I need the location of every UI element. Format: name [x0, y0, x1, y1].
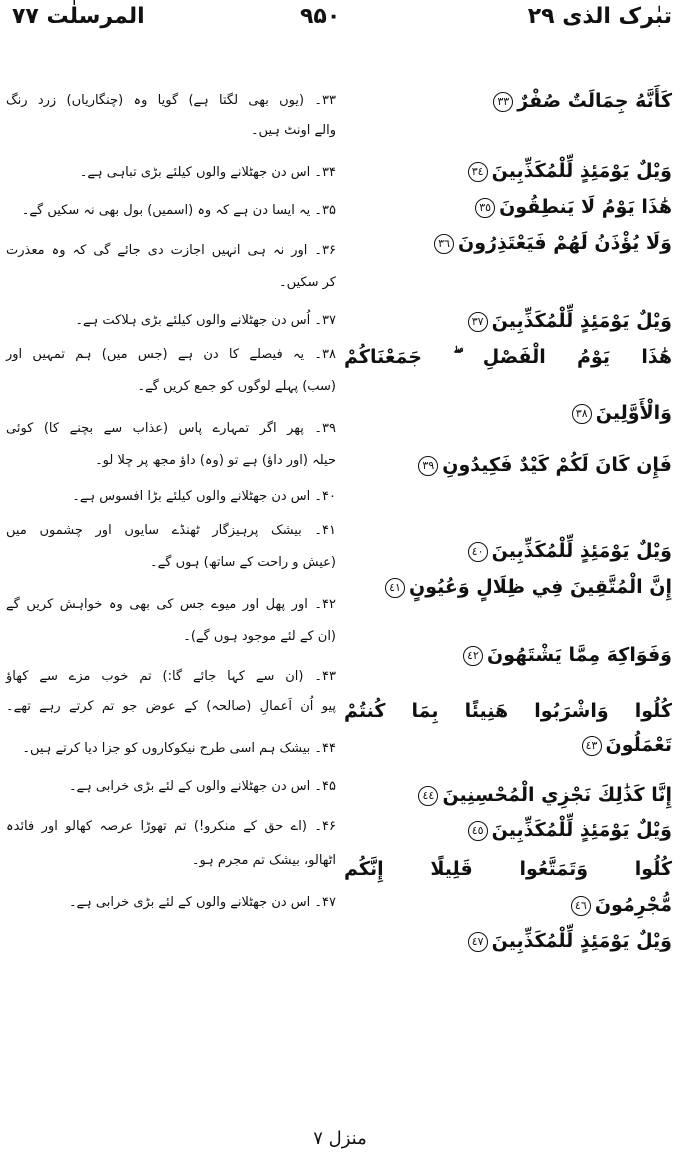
verse-text: وَيْلٌ يَوْمَئِذٍ لِّلْمُكَذِّبِينَ: [491, 160, 672, 182]
verse-text: وَيْلٌ يَوْمَئِذٍ لِّلْمُكَذِّبِينَ: [491, 310, 672, 332]
verse-number-marker: ٤٠: [468, 542, 488, 562]
verse-text: وَيْلٌ يَوْمَئِذٍ لِّلْمُكَذِّبِينَ: [491, 819, 672, 841]
verse-line: [344, 642, 672, 668]
juz-title: تبٰرک الذی ۲۹: [527, 4, 672, 29]
verse-text: تَعْمَلُونَ: [605, 734, 672, 756]
verse-text: وَلَا يُؤْذَنُ لَهُمْ فَيَعْتَذِرُونَ: [457, 232, 672, 254]
verse-text: إِنَّ الْمُتَّقِينَ فِي ظِلَالٍ وَعُيُونٍ: [408, 576, 672, 598]
translation-line: ۴۷۔ اس دن جھٹلانے والوں کے لئے بڑی خرابی ہے۔: [68, 895, 336, 910]
verse-line: [344, 732, 672, 758]
verse-line: [344, 892, 672, 918]
verse-text: كُلُوا وَاشْرَبُوا هَنِيئًا بِمَا كُنتُمْ: [344, 700, 672, 722]
verse-line: [344, 817, 672, 843]
verse-line: [344, 308, 672, 334]
verse-text: وَفَوَاكِهَ مِمَّا يَشْتَهُونَ: [486, 644, 672, 666]
translation-line: ۳۵۔ یہ ایسا دن ہے کہ وہ (اسمیں) بول بھی نہ سکیں گے۔: [21, 203, 336, 218]
verse-number-marker: ٣٧: [468, 312, 488, 332]
surah-title: المرسلٰت ۷۷: [12, 4, 145, 29]
verse-number-marker: ٣٨: [572, 404, 592, 424]
translation-line: ۳۴۔ اس دن جھٹلانے والوں کیلئے بڑی تباہی ہے۔: [79, 165, 336, 180]
translation-line: ۴۳۔ (ان سے کہا جائے گا:) تم خوب مزے سے کھاؤ: [6, 669, 336, 684]
translation-line: حیلہ (اور داؤ) ہے تو (وہ) داؤ مجھ پر چلا لو۔: [95, 453, 336, 468]
translation-line: ۳۳۔ (یوں بھی لگتا ہے) گویا وہ (چنگاریاں) زرد رنگ: [6, 93, 336, 108]
verse-number-marker: ٣٦: [434, 234, 454, 254]
verse-text: هَٰذَا يَوْمُ الْفَصْلِ ۖ جَمَعْنَاكُمْ: [344, 346, 672, 368]
verse-text: كَأَنَّهُ جِمَالَتٌ صُفْرٌ: [517, 90, 672, 112]
translation-line: پیو اُن اَعمالِ (صالحہ) کے عوض جو تم کرتے رہے تھے۔: [6, 699, 336, 714]
verse-line: [344, 158, 672, 184]
verse-line: [344, 782, 672, 808]
verse-line: [344, 400, 672, 426]
translation-line: ۴۶۔ (اے حق کے منکرو!) تم تھوڑا عرصہ کھالو اور فائدہ: [6, 819, 336, 834]
translation-line: ۳۷۔ اُس دن جھٹلانے والوں کیلئے بڑی ہلاکت ہے۔: [75, 313, 336, 328]
verse-number-marker: ٣٤: [468, 162, 488, 182]
verse-text: فَإِن كَانَ لَكُمْ كَيْدٌ فَكِيدُونِ: [442, 454, 672, 476]
verse-number-marker: ٣٥: [475, 198, 495, 218]
verse-line: [344, 574, 672, 600]
translation-line: کر سکیں۔: [278, 275, 336, 290]
translation-line: ۳۸۔ یہ فیصلے کا دن ہے (جس میں) ہم تمہیں اور: [6, 347, 336, 362]
verse-text: هَٰذَا يَوْمُ لَا يَنطِقُونَ: [499, 196, 672, 218]
translation-line: ۳۶۔ اور نہ ہی انہیں اجازت دی جائے گی کہ وہ معذرت: [6, 243, 336, 258]
translation-line: (ان کے لئے موجود ہوں گے)۔: [183, 629, 336, 644]
translation-line: والے اونٹ ہیں۔: [250, 123, 336, 138]
verse-number-marker: ٤١: [385, 578, 405, 598]
translation-line: (سب) پہلے لوگوں کو جمع کریں گے۔: [137, 379, 336, 394]
verse-line: [344, 230, 672, 256]
manzil-label: منزل ۷: [313, 1128, 367, 1149]
verse-text: وَيْلٌ يَوْمَئِذٍ لِّلْمُكَذِّبِينَ: [491, 930, 672, 952]
translation-line: ۴۲۔ اور پھل اور میوے جس کی بھی وہ خواہش کریں گے: [6, 597, 336, 612]
verse-number-marker: ٤٦: [571, 896, 591, 916]
verse-line: [344, 698, 672, 724]
verse-text: وَالْأَوَّلِينَ: [595, 402, 672, 424]
verse-line: [344, 452, 672, 478]
verse-line: [344, 928, 672, 954]
translation-line: ۴۴۔ بیشک ہم اسی طرح نیکوکاروں کو جزا دیا کرتے ہیں۔: [22, 741, 336, 756]
verse-number-marker: ٣٣: [493, 92, 513, 112]
verse-line: [344, 538, 672, 564]
verse-text: مُّجْرِمُونَ: [594, 894, 672, 916]
translation-line: ۴۱۔ بیشک پرہیزگار ٹھنڈے سایوں اور چشموں میں: [6, 523, 336, 538]
translation-line: (عیش و راحت کے ساتھ) ہوں گے۔: [150, 555, 336, 570]
translation-line: ۴۵۔ اس دن جھٹلانے والوں کے لئے بڑی خرابی ہے۔: [68, 779, 336, 794]
verse-number-marker: ٤٤: [418, 786, 438, 806]
verse-text: كُلُوا وَتَمَتَّعُوا قَلِيلًا إِنَّكُم: [344, 858, 672, 880]
verse-line: [344, 88, 672, 114]
verse-text: وَيْلٌ يَوْمَئِذٍ لِّلْمُكَذِّبِينَ: [491, 540, 672, 562]
verse-text: إِنَّا كَذَٰلِكَ نَجْزِي الْمُحْسِنِينَ: [442, 784, 672, 806]
verse-number-marker: ٤٥: [468, 821, 488, 841]
translation-line: اٹھالو، بیشک تم مجرم ہو۔: [191, 853, 336, 868]
verse-line: [344, 344, 672, 370]
verse-number-marker: ٤٢: [463, 646, 483, 666]
verse-number-marker: ٤٧: [468, 932, 488, 952]
verse-line: [344, 194, 672, 220]
verse-number-marker: ٣٩: [418, 456, 438, 476]
page-number: ۹۵۰: [300, 4, 341, 29]
verse-number-marker: ٤٣: [582, 736, 602, 756]
verse-line: [344, 856, 672, 882]
translation-line: ۴۰۔ اس دن جھٹلانے والوں کیلئے بڑا افسوس ہے۔: [72, 489, 336, 504]
translation-line: ۳۹۔ پھر اگر تمہارے پاس (عذاب سے بچنے کا) کوئی: [6, 421, 336, 436]
